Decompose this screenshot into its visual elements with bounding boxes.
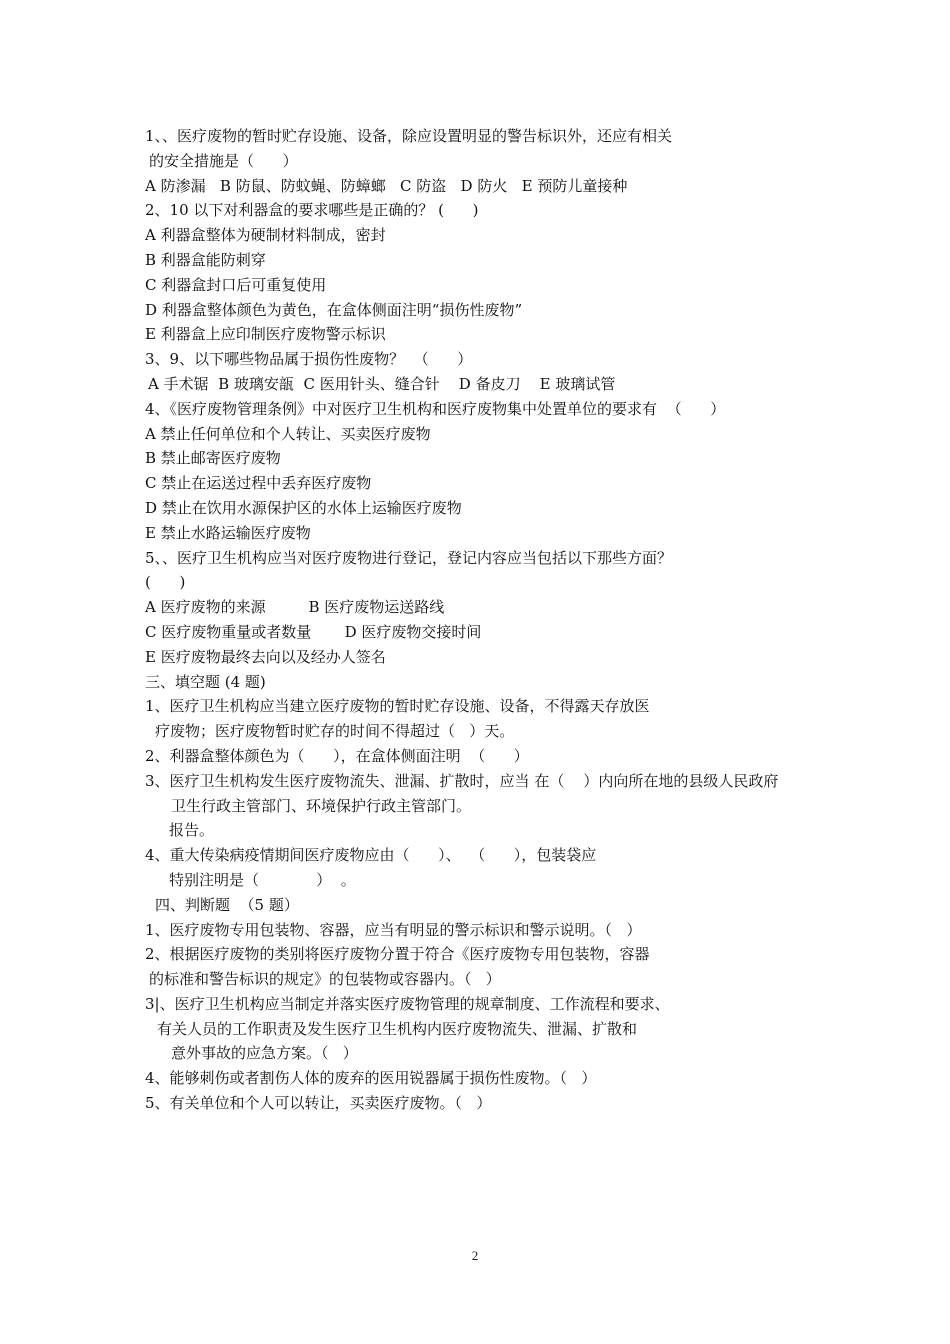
document-line: 四、判断题 （5 题） (155, 895, 299, 914)
document-line: 1、、医疗废物的暂时贮存设施、设备，除应设置明显的警告标识外，还应有相关 (145, 127, 673, 145)
document-line: 4、重大传染病疫情期间医疗废物应由（ ）、 （ ），包装袋应 (145, 846, 597, 865)
document-line: 有关人员的工作职责及发生医疗卫生机构内医疗废物流失、泄漏、扩散和 (157, 1019, 638, 1038)
document-line: C 医疗废物重量或者数量 D 医疗废物交接时间 (145, 622, 482, 641)
document-line: 报告。 (169, 821, 215, 840)
document-line: 4、能够刺伤或者割伤人体的废弃的医用锐器属于损伤性废物。（ ） (145, 1069, 597, 1088)
document-line: 2、利器盒整体颜色为（ ），在盒体侧面注明 （ ） (145, 746, 529, 765)
page-number: 2 (471, 1248, 479, 1263)
document-line: E 医疗废物最终去向以及经办人签名 (145, 647, 386, 666)
document-line: 的标准和警告标识的规定》的包装物或容器内。（ ） (149, 970, 501, 989)
document-line: 2、根据医疗废物的类别将医疗废物分置于符合《医疗废物专用包装物，容器 (145, 945, 650, 964)
document-line: A 医疗废物的来源 B 医疗废物运送路线 (145, 598, 445, 617)
document-body (145, 124, 845, 1116)
document-line: B 利器盒能防刺穿 (145, 250, 266, 269)
document-line: 3、医疗卫生机构发生医疗废物流失、泄漏、扩散时，应当 在（ ）内向所在地的县级人民政府 (145, 771, 779, 790)
document-line: 1、医疗废物专用包装物、容器，应当有明显的警示标识和警示说明。（ ） (145, 920, 642, 939)
document-line: 的安全措施是（ ） (149, 151, 298, 170)
document-line: E 禁止水路运输医疗废物 (145, 523, 311, 542)
document-line: A 手术锯 B 玻璃安瓿 C 医用针头、缝合针 D 备皮刀 E 玻璃试管 (148, 374, 616, 393)
document-line: C 禁止在运送过程中丢弃医疗废物 (145, 474, 372, 493)
document-line: C 利器盒封口后可重复使用 (145, 275, 327, 294)
document-line: A 禁止任何单位和个人转让、买卖医疗废物 (145, 424, 431, 443)
document-line: 3|、医疗卫生机构应当制定并落实医疗废物管理的规章制度、工作流程和要求、 (145, 994, 670, 1013)
document-line: ( ) (145, 573, 186, 592)
document-line: D 禁止在饮用水源保护区的水体上运输医疗废物 (145, 498, 462, 517)
document-line: 2、10 以下对利器盒的要求哪些是正确的？ ( ) (145, 201, 479, 220)
document-line: A 防渗漏 B 防鼠、防蚊蝇、防蟑螂 C 防盗 D 防火 E 预防儿童接种 (145, 176, 628, 195)
document-line: 5、、医疗卫生机构应当对医疗废物进行登记，登记内容应当包括以下那些方面？ (145, 548, 673, 567)
document-line: 特别注明是（ ） 。 (169, 870, 356, 889)
document-line: 意外事故的应急方案。（ ） (171, 1044, 358, 1063)
document-line: A 利器盒整体为硬制材料制成，密封 (145, 226, 386, 245)
document-line: 1、医疗卫生机构应当建立医疗废物的暂时贮存设施、设备，不得露天存放医 (145, 697, 650, 716)
document-line: 疗废物；医疗废物暂时贮存的时间不得超过（ ）天。 (155, 722, 515, 741)
document-line: 3、9、以下哪些物品属于损伤性废物？ （ ） (145, 350, 473, 369)
document-line: 三、填空题 (4 题) (145, 672, 266, 691)
document-line: D 利器盒整体颜色为黄色，在盒体侧面注明“损伤性废物” (145, 300, 523, 319)
document-line: 4、《医疗废物管理条例》中对医疗卫生机构和医疗废物集中处置单位的要求有 （ ） (145, 399, 726, 418)
document-line: 5、有关单位和个人可以转让，买卖医疗废物。（ ） (145, 1094, 492, 1113)
document-line: B 禁止邮寄医疗废物 (145, 449, 281, 468)
document-line: 卫生行政主管部门、环境保护行政主管部门。 (171, 796, 472, 815)
document-line: E 利器盒上应印制医疗废物警示标识 (145, 325, 386, 344)
